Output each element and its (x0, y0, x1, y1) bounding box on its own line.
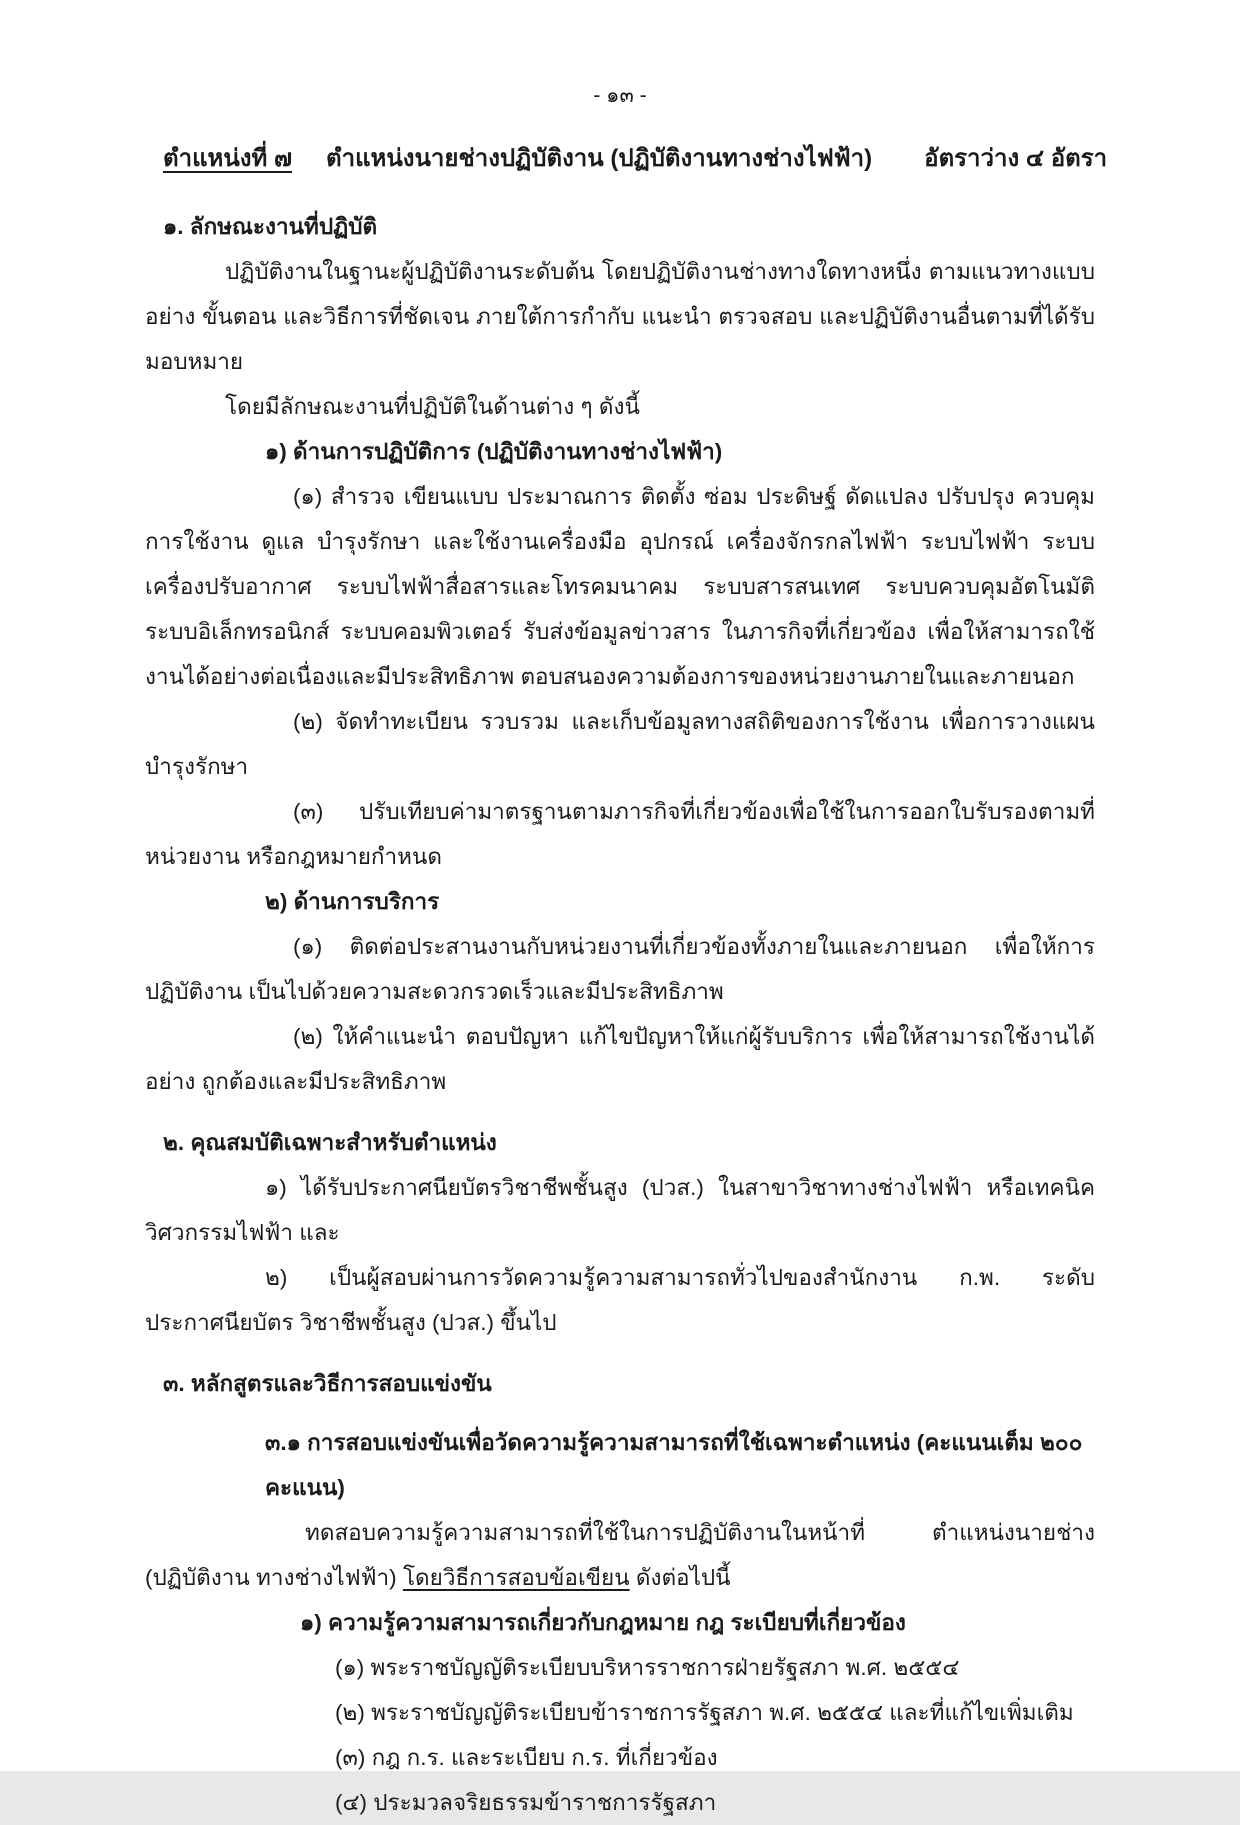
qualification-item-1: ๑) ได้รับประกาศนียบัตรวิชาชีพชั้นสูง (ปวส.) ในสาขาวิชาทางช่างไฟฟ้า หรือเทคนิค วิศวกรรมไฟฟ้า และ (145, 1175, 1095, 1245)
service-subheading: ๒) ด้านการบริการ (265, 889, 440, 914)
knowledge-subheading: ๑) ความรู้ความสามารถเกี่ยวกับกฎหมาย กฎ ระเบียบที่เกี่ยวข้อง (300, 1610, 906, 1635)
section2-heading: ๒. คุณสมบัติเฉพาะสำหรับตำแหน่ง (163, 1130, 497, 1155)
service-item-2: (๒) ให้คำแนะนำ ตอบปัญหา แก้ไขปัญหาให้แก่ผู้รับบริการ เพื่อให้สามารถใช้งานได้อย่าง ถูกต้องและมีประสิทธิภาพ (145, 1024, 1095, 1094)
exam-intro-text-after: ดังต่อไปนี้ (629, 1565, 731, 1590)
page-number: - ๑๓ - (593, 84, 647, 107)
qualification-item-2: ๒) เป็นผู้สอบผ่านการวัดความรู้ความสามารถทั่วไปของสำนักงาน ก.พ. ระดับประกาศนียบัตร วิชาชีพชั้นสูง (ปวส.) ขึ้นไป (145, 1265, 1095, 1335)
section3-1-subheading: ๓.๑ การสอบแข่งขันเพื่อวัดความรู้ความสามารถที่ใช้เฉพาะตำแหน่ง (คะแนนเต็ม ๒๐๐ คะแนน) (265, 1430, 1083, 1500)
section-qualifications (145, 1120, 1095, 1345)
section-job-description (145, 204, 1095, 1104)
operations-item-1: (๑) สำรวจ เขียนแบบ ประมาณการ ติดตั้ง ซ่อม ประดิษฐ์ ดัดแปลง ปรับปรุง ควบคุมการใช้งาน ดูแล บำรุงรักษา และใช้งานเครื่องมือ อุปกรณ์ เครื่องจักรกลไฟฟ้า ระบบไฟฟ้า ระบบเครื่องปรับอากาศ ระบบไฟฟ้าสื่อสารและโทรคมนาคม ระบบสารสนเทศ ระบบควบคุมอัตโนมัติ ระบบอิเล็กทรอนิกส์ ระบบคอมพิวเตอร์ รับส่งข้อมูลข่าวสาร ในภารกิจที่เกี่ยวข้อง เพื่อให้สามารถใช้งานได้อย่างต่อเนื่องและมีประสิทธิภาพ ตอบสนองความต้องการของหน่วยงานภายในและภายนอก (145, 484, 1095, 689)
operations-item-3: (๓) ปรับเทียบค่ามาตรฐานตามภารกิจที่เกี่ยวข้องเพื่อใช้ในการออกใบรับรองตามที่หน่วยงาน หรือกฎหมายกำหนด (145, 799, 1095, 869)
position-title: ตำแหน่งนายช่างปฏิบัติงาน (ปฏิบัติงานทางช่างไฟฟ้า) (326, 145, 873, 172)
service-item-1: (๑) ติดต่อประสานงานกับหน่วยงานที่เกี่ยวข้องทั้งภายในและภายนอก เพื่อให้การปฏิบัติงาน เป็นไปด้วยความสะดวกรวดเร็วและมีประสิทธิภาพ (145, 934, 1095, 1004)
vacancy-count: อัตราว่าง ๔ อัตรา (924, 145, 1108, 172)
exam-intro-paragraph (145, 1510, 1095, 1600)
section3-heading: ๓. หลักสูตรและวิธีการสอบแข่งขัน (163, 1371, 492, 1396)
position-header (163, 136, 1108, 182)
position-label: ตำแหน่งที่ ๗ (163, 145, 293, 172)
law-item-3: (๓) กฎ ก.ร. และระเบียบ ก.ร. ที่เกี่ยวข้อง (335, 1745, 718, 1770)
exam-intro-text-before: ทดสอบความรู้ความสามารถที่ใช้ในการปฏิบัติงานในหน้าที่ ตำแหน่งนายช่าง (ปฏิบัติงาน ทางช่างไฟฟ้า) (145, 1520, 1095, 1590)
law-item-2: (๒) พระราชบัญญัติระเบียบข้าราชการรัฐสภา พ.ศ. ๒๕๕๔ และที่แก้ไขเพิ่มเติม (335, 1700, 1074, 1725)
law-item-1: (๑) พระราชบัญญัติระเบียบบริหารราชการฝ่ายรัฐสภา พ.ศ. ๒๕๕๔ (335, 1655, 960, 1680)
section1-heading: ๑. ลักษณะงานที่ปฏิบัติ (163, 214, 378, 239)
section1-intro-line2: โดยมีลักษณะงานที่ปฏิบัติในด้านต่าง ๆ ดังนี้ (225, 394, 640, 419)
exam-method-underlined: โดยวิธีการสอบข้อเขียน (402, 1565, 630, 1590)
section1-intro-paragraph: ปฏิบัติงานในฐานะผู้ปฏิบัติงานระดับต้น โดยปฏิบัติงานช่างทางใดทางหนึ่ง ตามแนวทางแบบอย่าง ขั้นตอน และวิธีการที่ชัดเจน ภายใต้การกำกับ แนะนำ ตรวจสอบ และปฏิบัติงานอื่นตามที่ได้รับมอบหมาย (145, 259, 1095, 374)
law-item-4: (๔) ประมวลจริยธรรมข้าราชการรัฐสภา (335, 1790, 717, 1815)
section-exam-curriculum (145, 1361, 1095, 1825)
operations-subheading: ๑) ด้านการปฏิบัติการ (ปฏิบัติงานทางช่างไฟฟ้า) (265, 439, 723, 464)
operations-item-2: (๒) จัดทำทะเบียน รวบรวม และเก็บข้อมูลทางสถิติของการใช้งาน เพื่อการวางแผนบำรุงรักษา (145, 709, 1095, 779)
